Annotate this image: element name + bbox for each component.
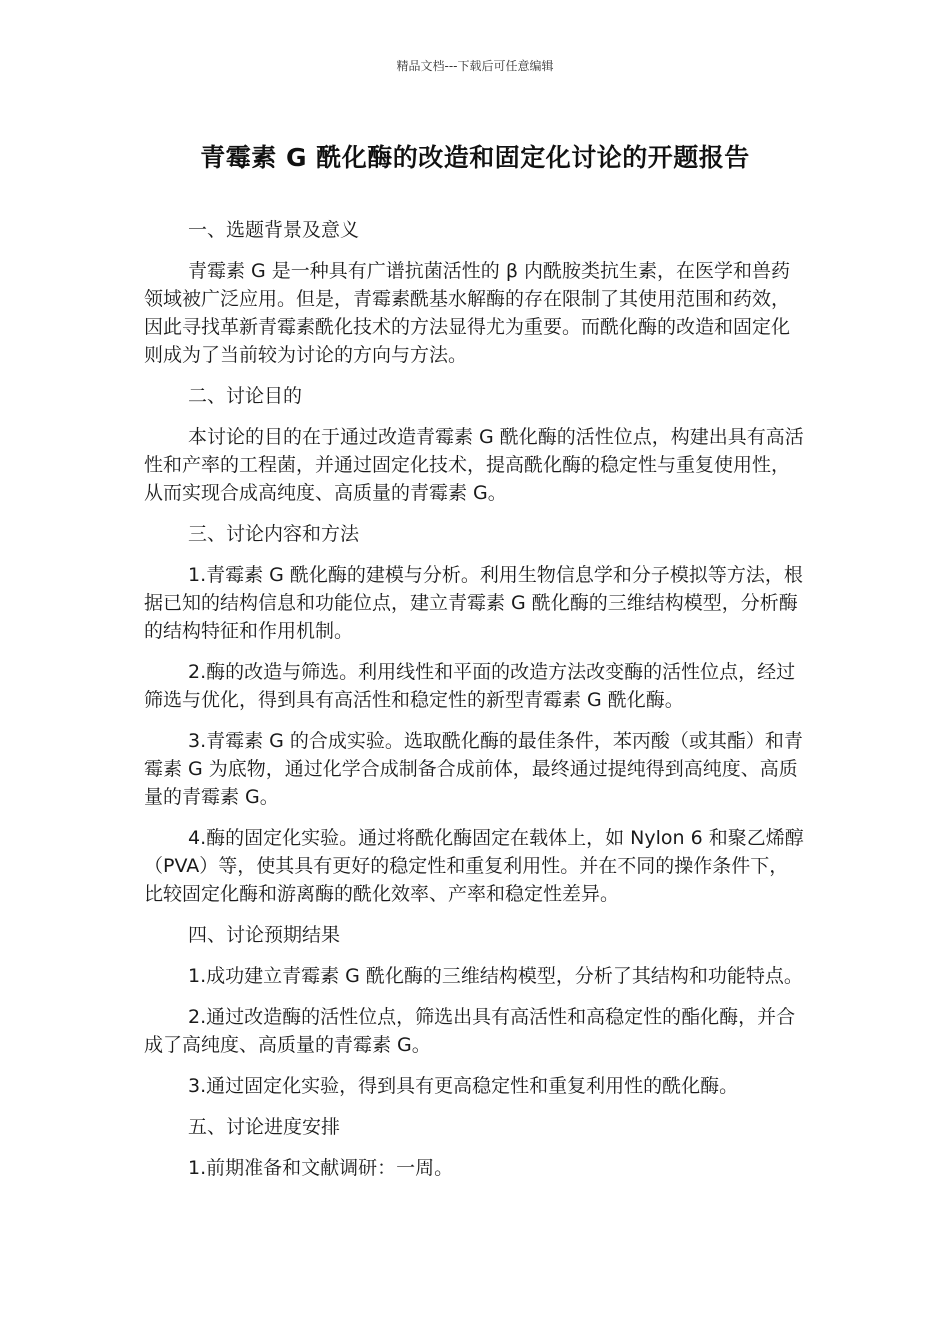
section-heading-background: 一、选题背景及意义	[188, 219, 360, 241]
paragraph: 3.青霉素 G 的合成实验。选取酰化酶的最佳条件，苯丙酸（或其酯）和青霉素 G 为底物，通过化学合成制备合成前体，最终通过提纯得到高纯度、高质量的青霉素 G。	[144, 730, 803, 808]
paragraph: 2.酶的改造与筛选。利用线性和平面的改造方法改变酶的活性位点，经过筛选与优化，得到具有高活性和稳定性的新型青霉素 G 酰化酶。	[144, 661, 796, 711]
section-heading-expected-results: 四、讨论预期结果	[188, 924, 341, 946]
document-body	[144, 216, 804, 1195]
paragraph: 青霉素 G 是一种具有广谱抗菌活性的 β 内酰胺类抗生素，在医学和兽药领域被广泛应用。但是，青霉素酰基水解酶的存在限制了其使用范围和药效，因此寻找革新青霉素酰化技术的方法显得尤为重要。而酰化酶的改造和固定化则成为了当前较为讨论的方向与方法。	[144, 260, 791, 366]
paragraph: 1.前期准备和文献调研：一周。	[188, 1157, 454, 1179]
paragraph: 3.通过固定化实验，得到具有更高稳定性和重复利用性的酰化酶。	[188, 1075, 739, 1097]
section-heading-methods: 三、讨论内容和方法	[188, 523, 360, 545]
section-heading-schedule: 五、讨论进度安排	[188, 1116, 341, 1138]
paragraph: 本讨论的目的在于通过改造青霉素 G 酰化酶的活性位点，构建出具有高活性和产率的工程菌，并通过固定化技术，提高酰化酶的稳定性与重复使用性，从而实现合成高纯度、高质量的青霉素 G。	[144, 426, 804, 504]
header-note: 精品文档---下载后可任意编辑	[396, 59, 554, 73]
paragraph: 4.酶的固定化实验。通过将酰化酶固定在载体上，如 Nylon 6 和聚乙烯醇（PVA）等，使其具有更好的稳定性和重复利用性。并在不同的操作条件下，比较固定化酶和游离酶的酰化效率、产率和稳定性差异。	[144, 827, 804, 905]
paragraph: 1.成功建立青霉素 G 酰化酶的三维结构模型，分析了其结构和功能特点。	[188, 965, 803, 987]
paragraph: 1.青霉素 G 酰化酶的建模与分析。利用生物信息学和分子模拟等方法，根据已知的结构信息和功能位点，建立青霉素 G 酰化酶的三维结构模型，分析酶的结构特征和作用机制。	[144, 564, 803, 642]
section-heading-purpose: 二、讨论目的	[188, 385, 303, 407]
paragraph: 2.通过改造酶的活性位点，筛选出具有高活性和高稳定性的酯化酶，并合成了高纯度、高质量的青霉素 G。	[144, 1006, 796, 1056]
document-title: 青霉素 G 酰化酶的改造和固定化讨论的开题报告	[200, 143, 750, 172]
